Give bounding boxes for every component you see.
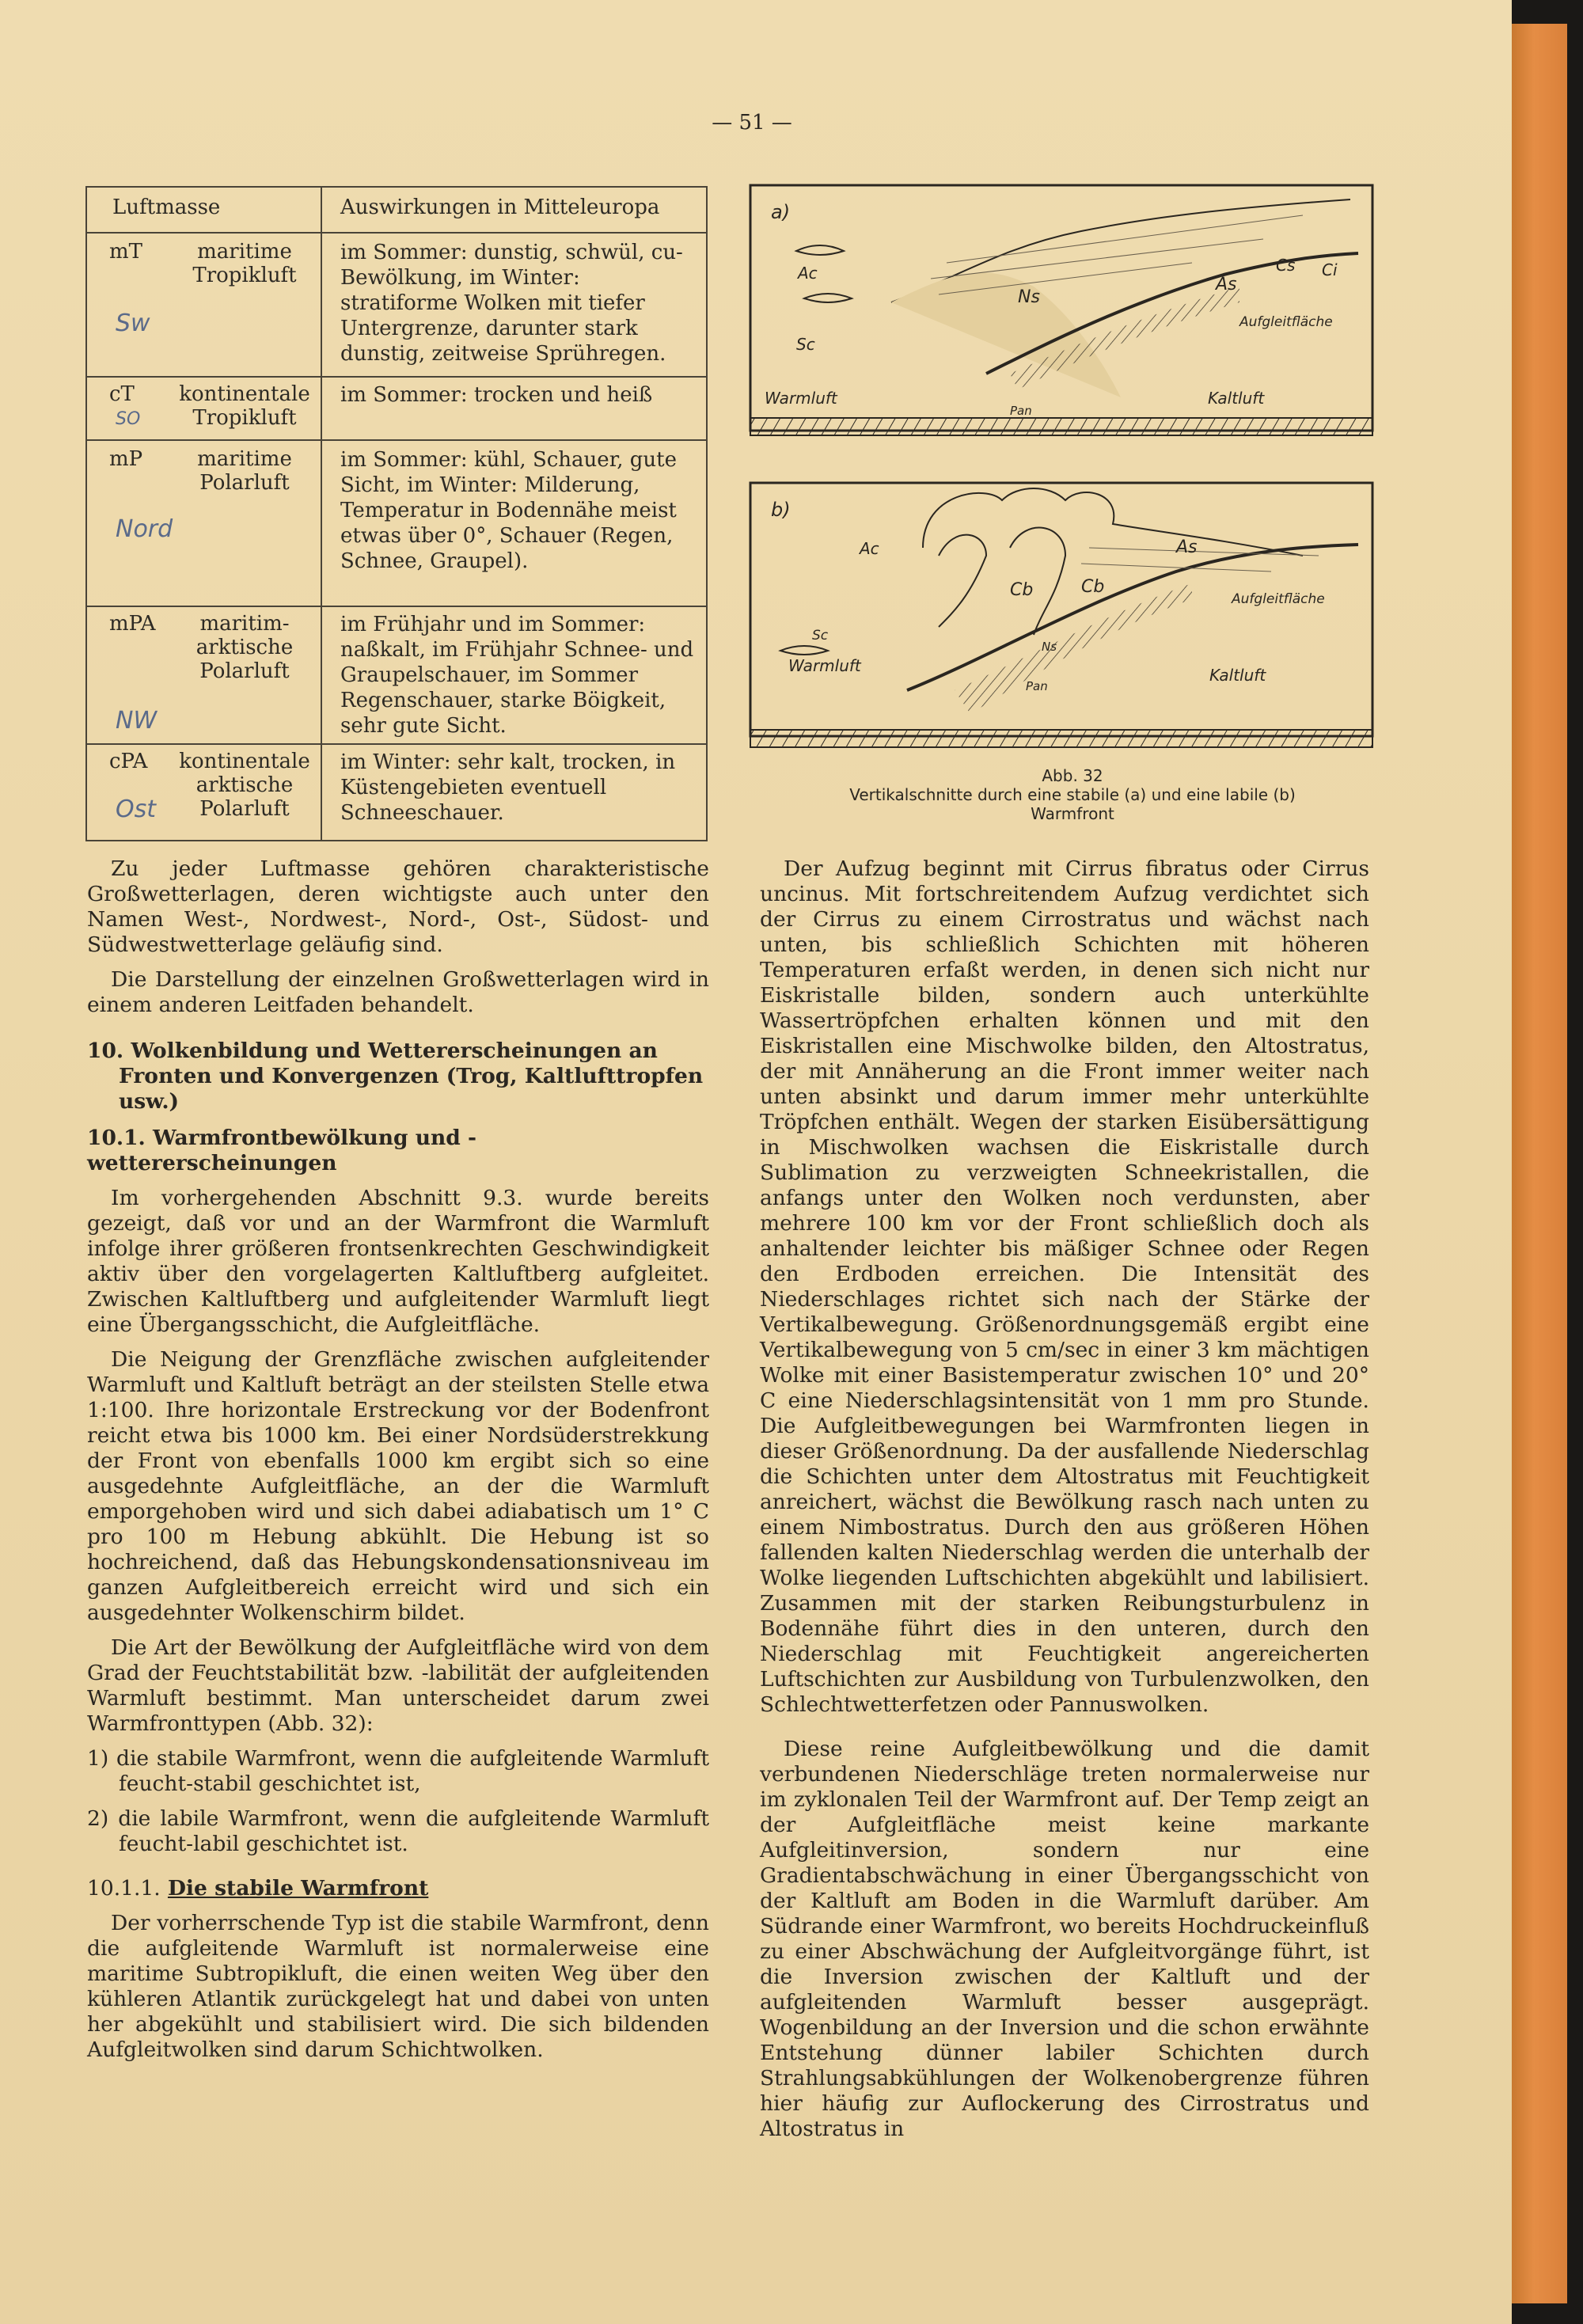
label-ac-a: Ac	[798, 264, 818, 283]
air-mass-effect: im Sommer: dunstig, schwül, cu-Bewölkung, im Winter: stratiforme Wolken mit tiefer Untergrenze, darunter stark dunstig, zeitweise Sprühregen.	[340, 241, 683, 366]
table-header-effects: Auswirkungen in Mitteleuropa	[340, 196, 660, 219]
label-cb2-b: Cb	[1081, 577, 1105, 597]
air-mass-name: maritim-arktische Polarluft	[196, 612, 294, 683]
warm-front-diagram	[749, 184, 1374, 761]
air-mass-effect: im Sommer: trocken und heiß	[340, 383, 653, 407]
figure-caption	[752, 766, 1393, 823]
label-ns-b: Ns	[1042, 640, 1057, 654]
label-as-b: As	[1176, 537, 1198, 557]
section-heading-10-1: 10.1. Warmfrontbewölkung und -wettererscheinungen	[87, 1126, 477, 1175]
book-page-edge	[1512, 24, 1567, 2303]
ground-b	[750, 730, 1372, 747]
label-warm-b: Warmluft	[788, 656, 861, 675]
air-mass-name: maritime Polarluft	[197, 447, 292, 495]
air-mass-code: cPA	[109, 750, 148, 773]
panel-b-frame	[750, 483, 1372, 736]
paragraph: Im vorhergehenden Abschnitt 9.3. wurde bereits gezeigt, daß vor und an der Warmfront die Warmluft infolge ihrer größeren frontsenkrechten Geschwindigkeit aktiv über den vorgelagerten Kaltluftberg aufgleitet. Zwischen Kaltluftberg und aufgleitender Warmluft liegt eine Übergangsschicht, die Aufgleitfläche.	[87, 1186, 709, 1337]
handwritten-note: NW	[116, 707, 158, 735]
label-cold-b: Kaltluft	[1209, 666, 1266, 685]
panel-b-label: b)	[771, 499, 791, 521]
page-number: — 51 —	[712, 111, 792, 135]
paragraph: Zu jeder Luftmasse gehören charakteristische Großwetterlagen, deren wichtigste auch unter den Namen West-, Nordwest-, Nord-, Ost-, Südost- und Südwestwetterlage geläufig sind.	[87, 856, 709, 957]
air-mass-name: kontinentale arktische Polarluft	[179, 750, 310, 821]
air-mass-table	[85, 186, 708, 841]
panel-a-frame	[750, 185, 1372, 431]
label-warm-a: Warmluft	[765, 389, 837, 408]
right-column	[760, 856, 1369, 2151]
label-as-a: As	[1216, 275, 1237, 294]
list-item: 1) die stabile Warmfront, wenn die aufgleitende Warmluft feucht-stabil geschichtet ist,	[87, 1746, 709, 1796]
air-mass-code: cT	[109, 382, 135, 406]
label-ac-b: Ac	[860, 539, 879, 558]
cloud-top-b	[923, 488, 1303, 556]
caption-text: Vertikalschnitte durch eine stabile (a) und eine labile (b)	[849, 785, 1296, 804]
caption-text-end: Warmfront	[1031, 804, 1114, 823]
air-mass-code: mPA	[109, 612, 156, 636]
air-mass-code: mP	[109, 447, 143, 471]
ground-a	[750, 418, 1372, 435]
left-column	[87, 856, 709, 2072]
handwritten-note: Nord	[116, 515, 173, 543]
section-heading-10: 10. Wolkenbildung und Wettererscheinungen an Fronten und Konvergenzen (Trog, Kaltlufttropfen usw.)	[87, 1039, 704, 1114]
handwritten-note: SO	[116, 409, 141, 429]
label-cs-a: Cs	[1276, 256, 1296, 275]
handwritten-note: Ost	[116, 796, 157, 823]
section-heading-10-1-1	[87, 1876, 709, 1901]
label-ci-a: Ci	[1322, 260, 1338, 279]
table-header-air-mass: Luftmasse	[112, 196, 221, 219]
air-mass-name: maritime Tropikluft	[192, 240, 297, 287]
label-sc-b: Sc	[812, 628, 829, 644]
air-mass-code: mT	[109, 240, 142, 264]
heading-title: Die stabile Warmfront	[167, 1876, 429, 1901]
label-ns-a: Ns	[1018, 287, 1040, 307]
paragraph: Der vorherrschende Typ ist die stabile Warmfront, denn die aufgleitende Warmluft ist normalerweise eine maritime Subtropikluft, die einen weiten Weg über den kühleren Atlantik zurückgelegt hat und dabei von unten her abgekühlt und stabilisiert wird. Die sich bildenden Aufgleitwolken sind darum Schichtwolken.	[87, 1911, 709, 2062]
label-cb1-b: Cb	[1010, 580, 1034, 600]
list-item: 2) die labile Warmfront, wenn die aufgleitende Warmluft feucht-labil geschichtet ist.	[87, 1806, 709, 1856]
air-mass-effect: im Winter: sehr kalt, trocken, in Küstengebieten eventuell Schneeschauer.	[340, 750, 676, 825]
label-surface-b: Aufgleitfläche	[1232, 591, 1325, 607]
paragraph: Der Aufzug beginnt mit Cirrus fibratus oder Cirrus uncinus. Mit fortschreitendem Aufzug verdichtet sich der Cirrus zu einem Cirrostratus und wächst nach unten, bis schließlich Schichten mit höheren Temperaturen erfaßt werden, in denen sich nicht nur Eiskristalle bilden, sondern auch unterkühlte Wassertröpfchen erhalten können und mit den Eiskristallen eine Mischwolke bilden, den Altostratus, der mit Annäherung an die Front immer weiter nach unten absinkt und darum immer mehr unterkühlte Tröpfchen enthält. Wegen der starken Eisübersättigung in Mischwolken wachsen die Eiskristalle durch Sublimation zu verzweigten Schneekristallen, die anfangs unter den Wolken noch verdunsten, aber mehrere 100 km vor der Front schließlich doch als anhaltender leichter bis mäßiger Schnee oder Regen den Erdboden erreichen. Die Intensität des Niederschlages richtet sich nach der Stärke der Vertikalbewegung. Größenordnungsgemäß ergibt eine Vertikalbewegung von 5 cm/sec in einer 3 km mächtigen Wolke mit einer Basistemperatur zwischen 10° und 20° C eine Niederschlagsintensität von 1 mm pro Stunde. Die Aufgleitbewegungen bei Warmfronten liegen in dieser Größenordnung. Da der ausfallende Niederschlag die Schichten unter dem Altostratus mit Feuchtigkeit anreichert, wächst die Bewölkung rasch nach unten zu einem Nimbostratus. Durch den aus größeren Höhen fallenden kalten Niederschlag werden die unterhalb der Wolke liegenden Luftschichten abgekühlt und labilisiert. Zusammen mit der starken Reibungsturbulenz in Bodennähe führt dies in den unteren, durch den Niederschlag mit Feuchtigkeit angereicherten Luftschichten zur Ausbildung von Turbulenzwolken, den Schlechtwetterfetzen oder Pannuswolken.	[760, 856, 1369, 1717]
label-surface-a: Aufgleitfläche	[1239, 314, 1333, 330]
handwritten-note: Sw	[116, 309, 150, 337]
heading-number: 10.1.1.	[87, 1876, 161, 1901]
paragraph: Die Art der Bewölkung der Aufgleitfläche wird von dem Grad der Feuchtstabilität bzw. -labilität der aufgleitenden Warmluft bestimmt. Man unterscheidet darum zwei Warmfronttypen (Abb. 32):	[87, 1635, 709, 1736]
label-pan-b: Pan	[1026, 679, 1048, 693]
panel-a-label: a)	[771, 201, 791, 223]
air-mass-effect: im Sommer: kühl, Schauer, gute Sicht, im Winter: Milderung, Temperatur in Bodennähe meist etwas über 0°, Schauer (Regen, Schnee, Graupel).	[340, 448, 678, 573]
label-pan-a: Pan	[1010, 404, 1032, 418]
transition-layer-b	[955, 583, 1192, 714]
air-mass-name: kontinentale Tropikluft	[179, 382, 310, 430]
paragraph: Diese reine Aufgleitbewölkung und die damit verbundenen Niederschläge treten normalerweise nur im zyklonalen Teil der Warmfront auf. Der Temp zeigt an der Aufgleitfläche meist keine markante Aufgleitinversion, sondern nur eine Gradientabschwächung in einer Übergangsschicht von der Kaltluft am Boden in die Warmluft darüber. Am Südrande einer Warmfront, wo bereits Hochdruckeinfluß zu einer Abschwächung der Aufgleitvorgänge führt, ist die Inversion zwischen der Kaltluft und der aufgleitenden Warmluft besser ausgeprägt. Wogenbildung an der Inversion und die schon erwähnte Entstehung dünner labiler Schichten durch Strahlungsabkühlungen der Wolkenobergrenze führen hier häufig zur Auflockerung des Cirrostratus und Altostratus in	[760, 1737, 1369, 2141]
label-sc-a: Sc	[796, 335, 815, 354]
paragraph: Die Neigung der Grenzfläche zwischen aufgleitender Warmluft und Kaltluft beträgt an der steilsten Stelle etwa 1:100. Ihre horizontale Erstreckung vor der Bodenfront reicht etwa bis 1000 km. Bei einer Nordsüderstrekkung der Front von ebenfalls 1000 km ergibt sich so eine ausgedehnte Aufgleitfläche, an der die Warmluft emporgehoben wird und sich dabei adiabatisch um 1° C pro 100 m Hebung abkühlt. Die Hebung ist so hochreichend, daß das Hebungskondensationsniveau im ganzen Aufgleitbereich erreicht wird und sich ein ausgedehnter Wolkenschirm bildet.	[87, 1347, 709, 1625]
air-mass-effect: im Frühjahr und im Sommer: naßkalt, im Frühjahr Schnee- und Graupelschauer, im Sommer Regenschauer, starke Böigkeit, sehr gute Sicht.	[340, 613, 694, 738]
caption-number: Abb. 32	[1042, 766, 1103, 785]
paragraph: Die Darstellung der einzelnen Großwetterlagen wird in einem anderen Leitfaden behandelt.	[87, 967, 709, 1017]
label-cold-a: Kaltluft	[1208, 389, 1265, 408]
